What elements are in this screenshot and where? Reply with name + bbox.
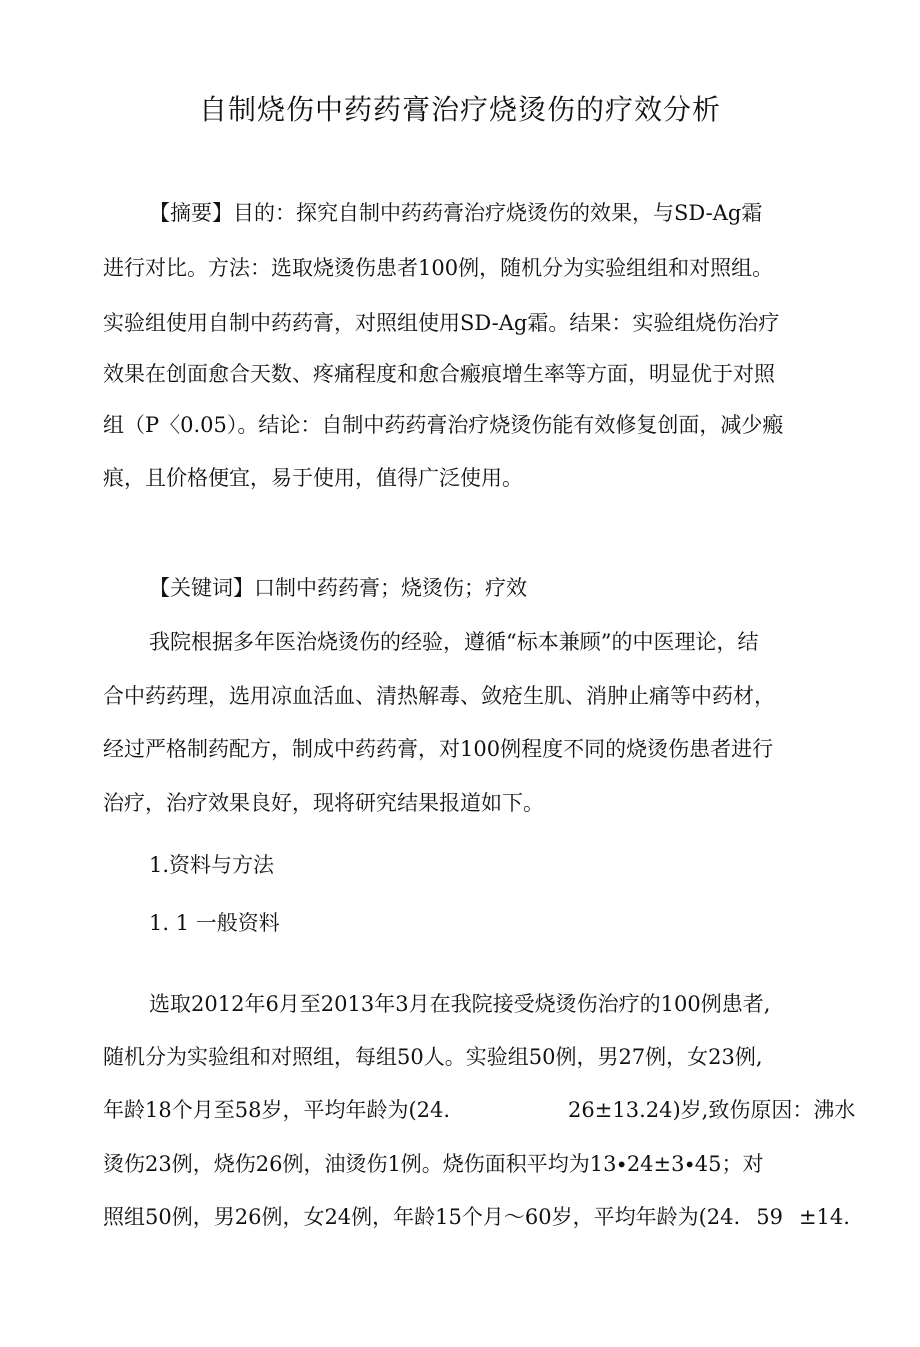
abstract-line: 【摘要】目的：探究自制中药药膏治疗烧烫伤的效果，与SD-Ag霜 xyxy=(149,201,763,225)
intro-line: 我院根据多年医治烧烫伤的经验，遵循“标本兼顾”的中医理论，结 xyxy=(149,630,759,654)
general-line-part: ±14. xyxy=(798,1205,850,1229)
general-line-part: 26±13.24)岁,致伤原因：沸水 xyxy=(568,1098,856,1122)
abstract-line: 实验组使用自制中药药膏，对照组使用SD-Ag霜。结果：实验组烧伤治疗 xyxy=(103,311,780,335)
abstract-line: 痕，且价格便宜，易于使用，值得广泛使用。 xyxy=(103,466,523,490)
intro-line: 治疗，治疗效果良好，现将研究结果报道如下。 xyxy=(103,791,544,815)
general-line xyxy=(103,1203,850,1231)
general-line xyxy=(103,1096,855,1124)
intro-line: 经过严格制药配方，制成中药药膏，对100例程度不同的烧烫伤患者进行 xyxy=(103,737,774,761)
intro-line: 合中药药理，选用凉血活血、清热解毒、敛疮生肌、消肿止痛等中药材， xyxy=(103,684,775,708)
subsection-heading: 1. 1 一般资料 xyxy=(149,911,280,935)
general-line-part: 59 xyxy=(756,1205,783,1229)
general-line: 选取2012年6月至2013年3月在我院接受烧烫伤治疗的100例患者, xyxy=(149,992,771,1016)
general-line-part: 照组50例，男26例，女24例，年龄15个月～60岁，平均年龄为(24. xyxy=(103,1205,741,1229)
abstract-line: 效果在创面愈合天数、疼痛程度和愈合瘢痕增生率等方面，明显优于对照 xyxy=(103,362,775,386)
keywords: 【关键词】口制中药药膏；烧烫伤；疗效 xyxy=(149,576,527,600)
section-heading: 1.资料与方法 xyxy=(149,853,275,877)
abstract-line: 进行对比。方法：选取烧烫伤患者100例，随机分为实验组组和对照组。 xyxy=(103,256,774,280)
abstract-line: 组（P〈0.05）。结论：自制中药药膏治疗烧烫伤能有效修复创面，减少瘢 xyxy=(103,413,784,437)
general-line: 随机分为实验组和对照组，每组50人。实验组50例，男27例，女23例, xyxy=(103,1045,763,1069)
general-line: 烫伤23例，烧伤26例，油烫伤1例。烧伤面积平均为13∙24±3∙45；对 xyxy=(103,1152,764,1176)
page-title: 自制烧伤中药药膏治疗烧烫伤的疗效分析 xyxy=(198,93,721,126)
general-line-part: 年龄18个月至58岁，平均年龄为(24. xyxy=(103,1098,451,1122)
